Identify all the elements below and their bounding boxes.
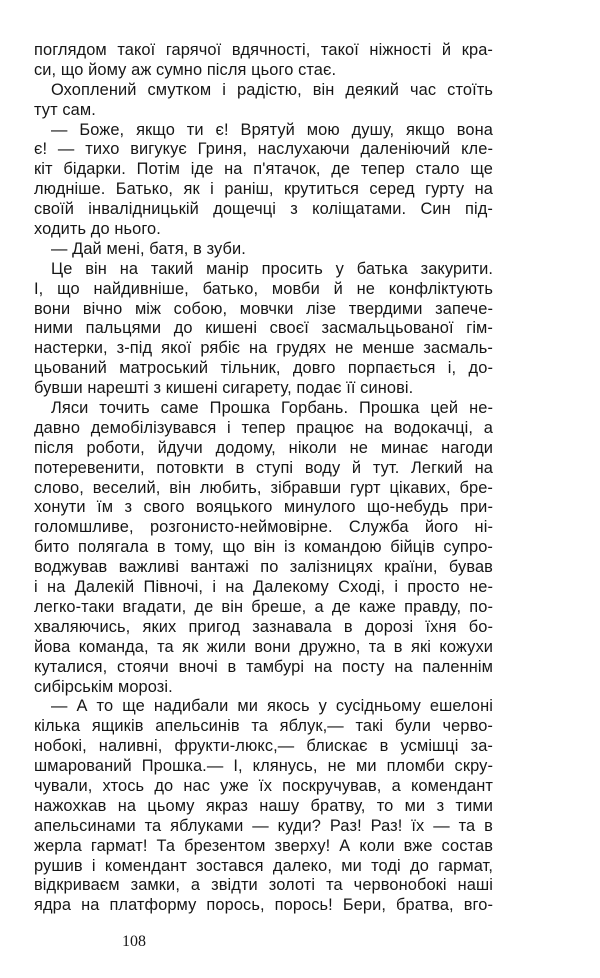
text-line: ходить до нього. [34, 220, 161, 239]
text-line: людніше. Батько, як і раніш, крутиться серед гурту на [34, 180, 493, 199]
text-line: І, що найдивніше, батько, мовби й не конфліктують [34, 279, 493, 298]
paragraph [34, 260, 493, 399]
page-number: 108 [122, 933, 146, 950]
paragraph [34, 121, 493, 240]
text-line: жерла гармат! Та брезентом зверху! А коли вже состав [34, 836, 493, 855]
text-line: своїй інвалідницькій дощечці з коліщатами. Син під- [34, 200, 493, 219]
text-line: йова команда, та як жили вони дружно, та в які кожухи [34, 637, 493, 656]
text-line: кіт бідарки. Потім іде на п'ятачок, де тепер стало ще [34, 160, 493, 179]
text-line: — Дай мені, батя, в зуби. [51, 239, 246, 258]
text-line: Охоплений смутком і радістю, він деякий час стоїть [51, 80, 493, 99]
text-line: куталися, стоячи вночі в тамбурі на посту на паленнім [34, 657, 493, 676]
text-line: потеревенити, потовкти в ступі воду й тут. Легкий на [34, 458, 493, 477]
paragraph [34, 240, 493, 260]
text-line: шмарований Прошка.— І, клянусь, не ми пломби скру- [34, 757, 493, 776]
text-line: тут сам. [34, 100, 96, 119]
text-line: сибірськім морозі. [34, 677, 173, 696]
text-line: є! — тихо вигукує Гриня, наслухаючи даленіючий кле- [34, 140, 493, 159]
text-line: ними пальцями до кишені своєї засмальцьованої гім- [34, 319, 493, 338]
text-line: хонути їм з свого вояцького минулого що-небудь при- [34, 498, 493, 517]
text-line: слово, веселий, він любить, зібравши гурт цікавих, бре- [34, 478, 493, 497]
text-line: — А то ще надибали ми якось у сусідньому ешелоні [51, 697, 493, 716]
paragraph [34, 81, 493, 121]
paragraph [34, 399, 493, 697]
text-line: вони вічно між собою, мовчки лізе твердими запече- [34, 299, 493, 318]
text-line: Це він на такий манір просить у батька закурити. [51, 259, 493, 278]
paragraph [34, 697, 493, 916]
text-line: — Боже, якщо ти є! Врятуй мою душу, якщо вона [51, 120, 493, 139]
paragraph [34, 41, 493, 81]
text-line: ядра на платформу порось, порось! Бери, братва, вго- [34, 896, 493, 915]
text-line: воджував важливі вантажі по залізницях країни, бував [34, 558, 493, 577]
text-line: нобокі, наливні, фрукти-люкс,— блискає в усмішці за- [34, 737, 493, 756]
text-line: давно демобілізувався і тепер працює на водокачці, а [34, 418, 493, 437]
text-line: відкриваєм замки, а звідти золоті та червонобокі наші [34, 876, 493, 895]
text-line: кілька ящиків апельсинів та яблук,— такі були черво- [34, 717, 493, 736]
text-line: і на Далекій Півночі, і на Далекому Сході, і просто не- [34, 578, 493, 597]
text-line: нажохкав на цьому якраз нашу братву, то ми з тими [34, 796, 493, 815]
text-line: апельсинами та яблуками — куди? Раз! Раз! їх — та в [34, 816, 493, 835]
text-line: Ляси точить саме Прошка Горбань. Прошка цей не- [51, 399, 493, 418]
text-line: рушив і комендант зостався далеко, ми тоді до гармат, [34, 856, 493, 875]
text-line: бувши нарешті з кишені сигарету, подає її синові. [34, 379, 414, 398]
book-page-text [34, 41, 493, 916]
text-line: бито полягала в тому, що він із командою бійців супро- [34, 538, 493, 557]
text-line: чували, хтось до нас уже їх поскручував, а комендант [34, 776, 493, 795]
text-line: хваляючись, яких пригод зазнавала в дорозі їхня бо- [34, 617, 493, 636]
text-line: голомшливе, розгонисто-неймовірне. Служба його ні- [34, 518, 493, 537]
text-line: легко-таки вгадати, де він бреше, а де каже правду, по- [34, 597, 493, 616]
text-line: настерки, з-під якої рябіє на грудях не менше засмаль- [34, 339, 493, 358]
text-line: цьований матроський тільник, довго порпається і, до- [34, 359, 493, 378]
text-line: після роботи, йдучи додому, ніколи не минає нагоди [34, 438, 493, 457]
text-line: поглядом такої гарячої вдячності, такої ніжності й кра- [34, 41, 493, 59]
text-line: си, що йому аж сумно після цього стає. [34, 60, 337, 79]
